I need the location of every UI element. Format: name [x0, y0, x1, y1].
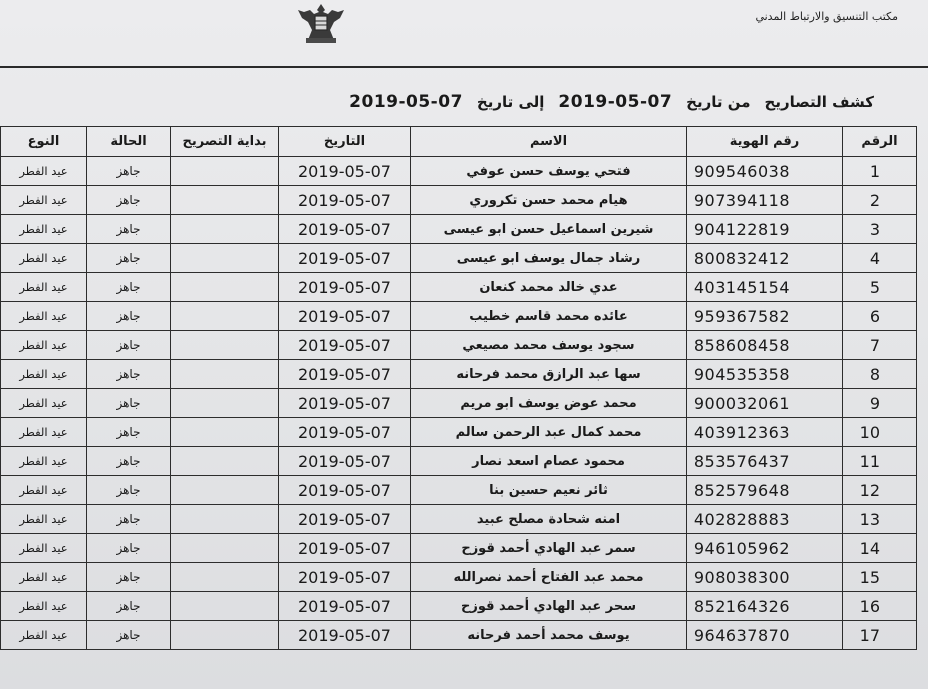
table-header-row: [1, 127, 917, 157]
row-number-cell: 8: [843, 360, 917, 389]
permit-start-cell: [171, 389, 279, 418]
id-number-cell: 853576437: [687, 447, 843, 476]
permit-type-cell: عيد الفطر: [1, 476, 87, 505]
permit-type-cell: عيد الفطر: [1, 360, 87, 389]
row-number-cell: 12: [843, 476, 917, 505]
id-number-cell: 946105962: [687, 534, 843, 563]
permit-status-cell: جاهز: [87, 186, 171, 215]
id-number-cell: 900032061: [687, 389, 843, 418]
report-title: [254, 92, 874, 112]
header-col-start: بداية التصريح: [171, 127, 279, 157]
permit-start-cell: [171, 476, 279, 505]
permit-type-cell: عيد الفطر: [1, 534, 87, 563]
id-number-cell: 852164326: [687, 592, 843, 621]
row-number-cell: 7: [843, 331, 917, 360]
permit-type-cell: عيد الفطر: [1, 186, 87, 215]
person-name-cell: ثائر نعيم حسين بنا: [411, 476, 687, 505]
eagle-emblem-icon: [292, 0, 350, 44]
permit-type-cell: عيد الفطر: [1, 331, 87, 360]
header-col-name: الاسم: [411, 127, 687, 157]
permit-date-cell: 2019-05-07: [279, 418, 411, 447]
person-name-cell: عدي خالد محمد كنعان: [411, 273, 687, 302]
permit-status-cell: جاهز: [87, 244, 171, 273]
row-number-cell: 10: [843, 418, 917, 447]
permit-status-cell: جاهز: [87, 389, 171, 418]
person-name-cell: سجود يوسف محمد مصيعي: [411, 331, 687, 360]
permit-type-cell: عيد الفطر: [1, 447, 87, 476]
row-number-cell: 3: [843, 215, 917, 244]
person-name-cell: محمود عصام اسعد نصار: [411, 447, 687, 476]
id-number-cell: 403145154: [687, 273, 843, 302]
table-row: [1, 592, 917, 621]
row-number-cell: 5: [843, 273, 917, 302]
header-col-date: التاريخ: [279, 127, 411, 157]
permit-date-cell: 2019-05-07: [279, 563, 411, 592]
permit-status-cell: جاهز: [87, 302, 171, 331]
person-name-cell: فتحي يوسف حسن عوفي: [411, 157, 687, 186]
id-number-cell: 852579648: [687, 476, 843, 505]
person-name-cell: امنه شحادة مصلح عبيد: [411, 505, 687, 534]
row-number-cell: 15: [843, 563, 917, 592]
report-title-label: كشف التصاريح: [764, 93, 874, 111]
permit-type-cell: عيد الفطر: [1, 505, 87, 534]
permit-status-cell: جاهز: [87, 505, 171, 534]
permit-date-cell: 2019-05-07: [279, 215, 411, 244]
row-number-cell: 1: [843, 157, 917, 186]
id-number-cell: 402828883: [687, 505, 843, 534]
person-name-cell: سحر عبد الهادي أحمد قوزح: [411, 592, 687, 621]
permit-date-cell: 2019-05-07: [279, 302, 411, 331]
permit-start-cell: [171, 563, 279, 592]
id-number-cell: 904535358: [687, 360, 843, 389]
permit-start-cell: [171, 621, 279, 650]
permit-date-cell: 2019-05-07: [279, 592, 411, 621]
id-number-cell: 403912363: [687, 418, 843, 447]
permit-status-cell: جاهز: [87, 360, 171, 389]
permit-start-cell: [171, 186, 279, 215]
permit-date-cell: 2019-05-07: [279, 331, 411, 360]
id-number-cell: 908038300: [687, 563, 843, 592]
permit-start-cell: [171, 157, 279, 186]
permit-status-cell: جاهز: [87, 273, 171, 302]
row-number-cell: 17: [843, 621, 917, 650]
permit-status-cell: جاهز: [87, 447, 171, 476]
permit-status-cell: جاهز: [87, 418, 171, 447]
header-col-number: الرقم: [843, 127, 917, 157]
person-name-cell: سها عبد الرازق محمد فرحانه: [411, 360, 687, 389]
table-row: [1, 244, 917, 273]
header-divider: [0, 66, 928, 68]
permit-start-cell: [171, 418, 279, 447]
to-date-value: 2019-05-07: [349, 92, 463, 112]
permit-date-cell: 2019-05-07: [279, 186, 411, 215]
permit-start-cell: [171, 244, 279, 273]
from-date-value: 2019-05-07: [558, 92, 673, 112]
permit-start-cell: [171, 360, 279, 389]
id-number-cell: 964637870: [687, 621, 843, 650]
table-row: [1, 302, 917, 331]
permit-date-cell: 2019-05-07: [279, 476, 411, 505]
permit-date-cell: 2019-05-07: [279, 447, 411, 476]
table-row: [1, 621, 917, 650]
person-name-cell: عائده محمد قاسم خطيب: [411, 302, 687, 331]
permit-type-cell: عيد الفطر: [1, 273, 87, 302]
person-name-cell: شيرين اسماعيل حسن ابو عيسى: [411, 215, 687, 244]
permit-type-cell: عيد الفطر: [1, 592, 87, 621]
row-number-cell: 13: [843, 505, 917, 534]
person-name-cell: رشاد جمال يوسف ابو عيسى: [411, 244, 687, 273]
permit-type-cell: عيد الفطر: [1, 563, 87, 592]
table-row: [1, 505, 917, 534]
table-body: [1, 157, 917, 650]
permit-type-cell: عيد الفطر: [1, 621, 87, 650]
permit-type-cell: عيد الفطر: [1, 418, 87, 447]
id-number-cell: 800832412: [687, 244, 843, 273]
person-name-cell: محمد عبد الفتاح أحمد نصرالله: [411, 563, 687, 592]
table-row: [1, 360, 917, 389]
id-number-cell: 907394118: [687, 186, 843, 215]
row-number-cell: 11: [843, 447, 917, 476]
row-number-cell: 16: [843, 592, 917, 621]
permit-type-cell: عيد الفطر: [1, 244, 87, 273]
header-col-type: النوع: [1, 127, 87, 157]
permit-status-cell: جاهز: [87, 592, 171, 621]
permit-status-cell: جاهز: [87, 534, 171, 563]
table-row: [1, 215, 917, 244]
permit-date-cell: 2019-05-07: [279, 273, 411, 302]
permit-start-cell: [171, 331, 279, 360]
permit-type-cell: عيد الفطر: [1, 302, 87, 331]
table-row: [1, 447, 917, 476]
permit-status-cell: جاهز: [87, 476, 171, 505]
table-row: [1, 331, 917, 360]
row-number-cell: 14: [843, 534, 917, 563]
permit-date-cell: 2019-05-07: [279, 534, 411, 563]
permit-status-cell: جاهز: [87, 563, 171, 592]
permit-date-cell: 2019-05-07: [279, 360, 411, 389]
header-col-status: الحالة: [87, 127, 171, 157]
table-row: [1, 418, 917, 447]
office-name: مكتب التنسيق والارتباط المدني: [755, 10, 898, 23]
permit-type-cell: عيد الفطر: [1, 389, 87, 418]
permit-start-cell: [171, 534, 279, 563]
permit-start-cell: [171, 302, 279, 331]
from-date-label: من تاريخ: [686, 93, 751, 111]
id-number-cell: 904122819: [687, 215, 843, 244]
permit-status-cell: جاهز: [87, 157, 171, 186]
table-row: [1, 273, 917, 302]
permit-start-cell: [171, 447, 279, 476]
permit-date-cell: 2019-05-07: [279, 244, 411, 273]
person-name-cell: محمد كمال عبد الرحمن سالم: [411, 418, 687, 447]
header-col-id: رقم الهوية: [687, 127, 843, 157]
table-row: [1, 389, 917, 418]
permit-type-cell: عيد الفطر: [1, 215, 87, 244]
id-number-cell: 858608458: [687, 331, 843, 360]
permit-status-cell: جاهز: [87, 621, 171, 650]
permit-status-cell: جاهز: [87, 331, 171, 360]
person-name-cell: يوسف محمد أحمد فرحانه: [411, 621, 687, 650]
id-number-cell: 959367582: [687, 302, 843, 331]
permit-type-cell: عيد الفطر: [1, 157, 87, 186]
id-number-cell: 909546038: [687, 157, 843, 186]
row-number-cell: 6: [843, 302, 917, 331]
table-row: [1, 476, 917, 505]
permit-start-cell: [171, 505, 279, 534]
permit-start-cell: [171, 592, 279, 621]
row-number-cell: 4: [843, 244, 917, 273]
permit-date-cell: 2019-05-07: [279, 157, 411, 186]
person-name-cell: سمر عبد الهادي أحمد قوزح: [411, 534, 687, 563]
permits-table: [0, 126, 917, 650]
permit-start-cell: [171, 273, 279, 302]
permit-status-cell: جاهز: [87, 215, 171, 244]
to-date-label: إلى تاريخ: [476, 93, 545, 111]
permit-date-cell: 2019-05-07: [279, 389, 411, 418]
table-row: [1, 157, 917, 186]
person-name-cell: محمد عوض يوسف ابو مريم: [411, 389, 687, 418]
person-name-cell: هيام محمد حسن تكروري: [411, 186, 687, 215]
permit-start-cell: [171, 215, 279, 244]
permit-date-cell: 2019-05-07: [279, 621, 411, 650]
table-row: [1, 563, 917, 592]
table-row: [1, 186, 917, 215]
table-row: [1, 534, 917, 563]
permit-date-cell: 2019-05-07: [279, 505, 411, 534]
row-number-cell: 9: [843, 389, 917, 418]
row-number-cell: 2: [843, 186, 917, 215]
